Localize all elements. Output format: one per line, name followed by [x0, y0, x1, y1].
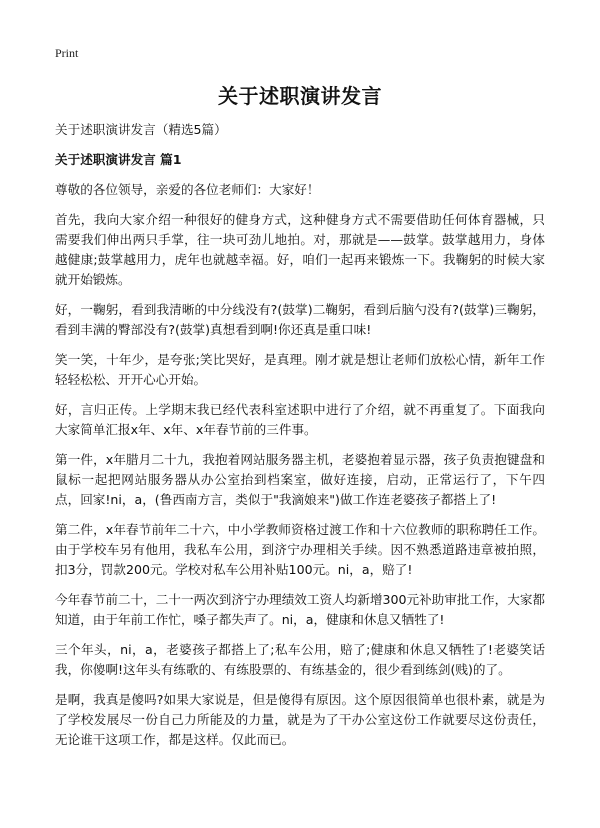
page-title: 关于述职演讲发言 — [218, 84, 382, 108]
paragraph: 三个年头，ni，a，老婆孩子都搭上了;私车公用，赔了;健康和休息又牺牲了!老婆笑话我，你傻啊!这年头有练歌的、有练股票的、有练基金的，很少看到练剑(贱)的了。 — [55, 642, 545, 677]
paragraph: 笑一笑，十年少，是夸张;笑比哭好，是真理。刚才就是想让老师们放松心情，新年工作轻轻松松、开开心心开始。 — [55, 352, 545, 387]
paragraph: 首先，我向大家介绍一种很好的健身方式，这种健身方式不需要借助任何体育器械，只需要我们伸出两只手掌，往一块可劲儿地拍。对，那就是——鼓掌。鼓掌越用力，身体越健康;鼓掌越用力，虎年也就越幸福。好，咱们一起再来锻炼一下。我鞠躬的时候大家就开始锻炼。 — [55, 212, 545, 287]
print-link[interactable]: Print — [55, 46, 79, 60]
paragraph: 第二件，x年春节前年二十六，中小学教师资格过渡工作和十六位教师的职称聘任工作。由于学校车另有他用，我私车公用，到济宁办理相关手续。因不熟悉道路违章被拍照，扣3分，罚款200元。学校对私车公用补贴100元。ni，a，赔了! — [55, 522, 545, 577]
paragraph: 第一件，x年腊月二十九，我抱着网站服务器主机，老婆抱着显示器，孩子负责抱键盘和鼠标一起把网站服务器从办公室抬到档案室，做好连接，启动，正常运行了，下午四点，回家!ni，a，(鲁西南方言，类似于"我滴娘来")做工作连老婆孩子都搭上了! — [55, 452, 545, 507]
section-heading: 关于述职演讲发言 篇1 — [55, 152, 182, 167]
document-subtitle: 关于述职演讲发言（精选5篇） — [55, 122, 227, 137]
paragraph: 是啊，我真是傻吗?如果大家说是，但是傻得有原因。这个原因很简单也很朴素，就是为了学校发展尽一份自己力所能及的力量，就是为了干办公室这份工作就要尽这份责任，无论谁干这项工作，都是这样。仅此而已。 — [55, 692, 545, 747]
paragraph: 好，言归正传。上学期末我已经代表科室述职中进行了介绍，就不再重复了。下面我向大家简单汇报x年、x年、x年春节前的三件事。 — [55, 402, 545, 437]
paragraph-greeting: 尊敬的各位领导，亲爱的各位老师们：大家好！ — [55, 182, 320, 197]
article-body — [55, 120, 545, 760]
paragraph: 今年春节前二十，二十一两次到济宁办理绩效工资人均新增300元补助审批工作，大家都知道，由于年前工作忙，嗓子都失声了。ni，a，健康和休息又牺牲了! — [55, 592, 546, 627]
paragraph: 好，一鞠躬，看到我清晰的中分线没有?(鼓掌)二鞠躬，看到后脑勺没有?(鼓掌)三鞠躬，看到丰满的臀部没有?(鼓掌)真想看到啊!你还真是重口味! — [55, 302, 545, 337]
